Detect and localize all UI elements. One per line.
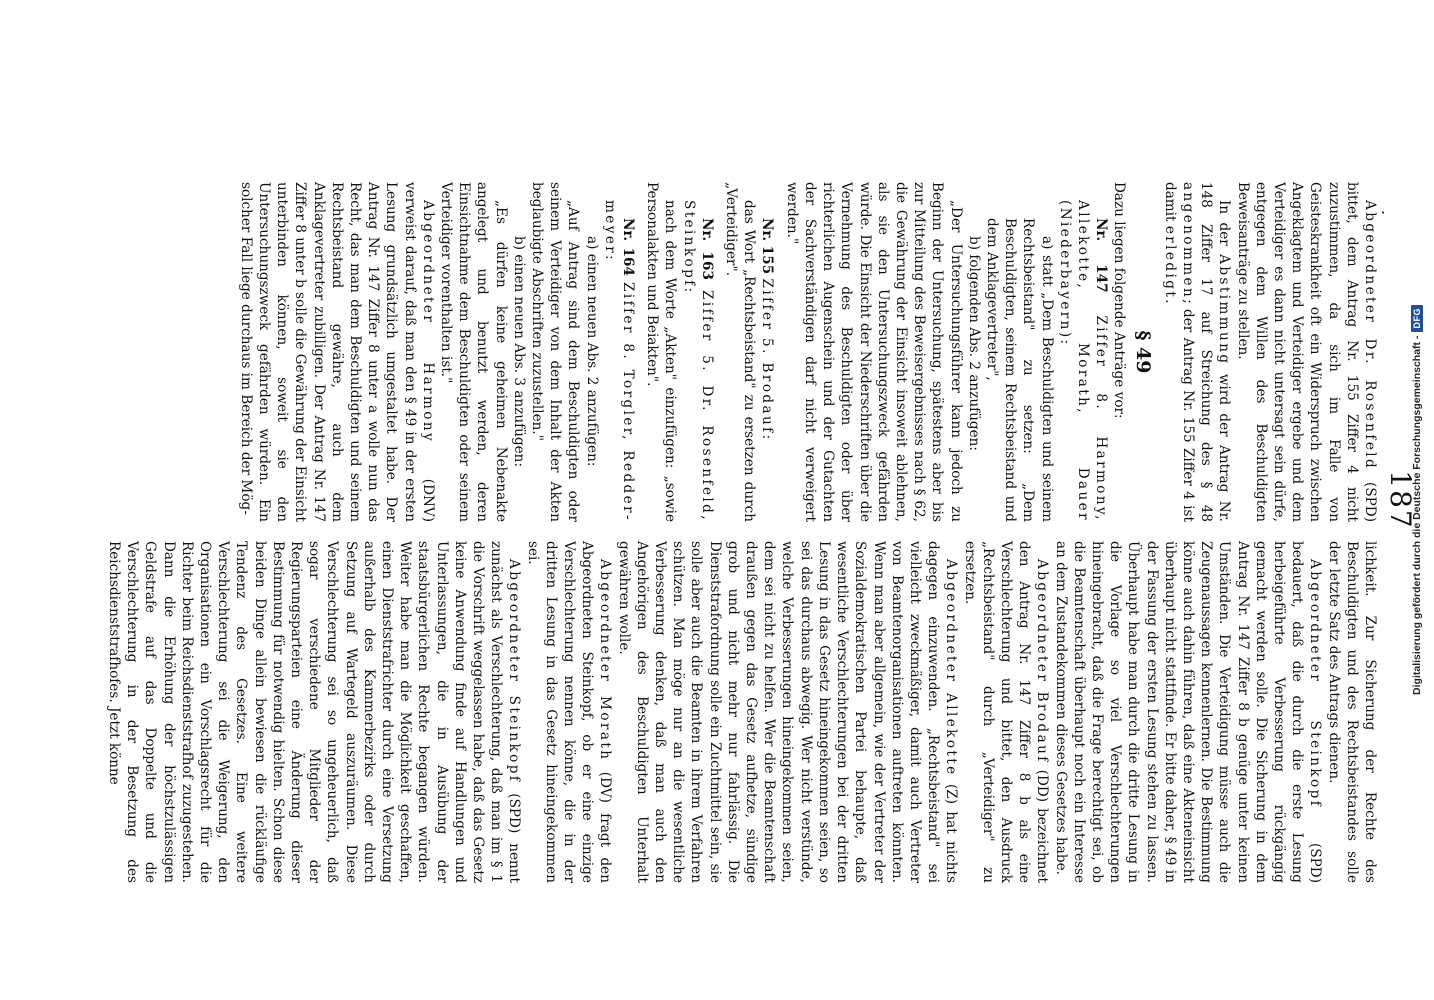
page-mark: . xyxy=(1378,210,1397,216)
motion-163-body: nach dem Worte „Akten" einzufügen: „sowie Personalakten und Beiakten". xyxy=(644,182,679,522)
motion-text: Ziffer 5. Brodauf: xyxy=(759,278,776,442)
dfg-logo: DFG xyxy=(1411,305,1423,332)
emphasis-adopted: angenommen xyxy=(1179,182,1196,300)
paragraph-vote: In der Abstimmung wird der Antrag Nr. 148 Ziffer 17 auf Streichung des § 48 angenommen; der Antrag Nr. 155 Ziffer 4 ist damit erledigt. xyxy=(1161,182,1233,522)
motion-number: Nr. 163 xyxy=(698,218,715,280)
speaker-name: Abgeordneter Allekotte xyxy=(943,559,960,777)
paragraph-text: (Z) hat nichts dagegen einzuwenden. „Rechtsbeistand" sei vielleicht zweckmäßiger, damit auch Vertreter von Beamtenorganisationen auftreten könnten. Wenn man aber allgemein, wie der Vertreter der Sozialdemokratischen Partei behaupte, daß wesentliche Verschlechterungen bei der dritten Lesung in das Gesetz hineingekommen seien, so sei das durchaus abwegig. Wer nicht verstünde, welche Verbesserungen hineingekommen seien, dem sei nicht zu helfen. Wer die Beamtenschaft draußen gegen das Gesetz aufhetze, sündige grob und nicht mehr nur fahrlässig. Die Dienststrafordnung solle ein Zuchtmittel sein, sie solle aber auch die Beamten in ihrem Verfahren schützen. Man möge nur an die wesentliche Verbesserung denken, daß man auch den Angehörigen des Beschuldigten Unterhalt gewähren wolle. xyxy=(615,541,960,883)
speaker-name: Abgeordneter Harmony xyxy=(419,200,436,444)
paragraph-brodauf xyxy=(960,541,1051,883)
motion-164-a: a) einen neuen Abs. 2 anzufügen: xyxy=(583,236,600,467)
paragraph-text: (DD) bezeichnet den Antrag Nr. 147 Ziffer 8 b als eine Verschlechterung und bittet, den Ausdruck „Rechtsbeistand" durch „Verteidiger" zu ersetzen. xyxy=(961,541,1051,883)
motion-147-quote: „Der Untersuchungsführer kann jedoch zu Beginn der Untersuchung, spätestens aber bis zur Mitteilung des Beweisergebnisses nach § 62, die Gewährung der Einsicht insoweit ablehnen, als sie den Untersuchungszweck gefährden würde. Die Einsicht der Niederschriften über die Vernehmung des Beschuldigten oder über richterlichen Augenschein und der Gutachten der Sachverständigen darf nicht verweigert werden." xyxy=(783,182,964,522)
motion-164-b: b) einen neuen Abs. 3 anzufügen: xyxy=(510,236,527,468)
paragraph-allekotte xyxy=(614,541,960,883)
motion-text: Ziffer 8. Torgler, Redder-meyer: xyxy=(601,200,637,522)
motion-number: Nr. 155 xyxy=(759,218,776,275)
paragraph-harmony xyxy=(237,182,437,522)
motions-intro: Dazu liegen folgende Anträge vor: xyxy=(1111,182,1128,419)
page-number: 187 xyxy=(1384,470,1417,530)
section-heading: § 49 xyxy=(1131,330,1154,374)
credit-text: Digitalisierung gefördert durch die Deutsche Forschungsgemeinschaft - xyxy=(1411,335,1423,695)
paragraph-rosenfeld xyxy=(1233,182,1379,522)
emphasis-done: erledigt xyxy=(1161,225,1178,300)
paragraph-morath xyxy=(523,541,614,883)
motion-147-b: b) folgenden Abs. 2 anzufügen: xyxy=(965,236,982,451)
motion-text: Ziffer 5. Dr. Rosenfeld, Steinkopf: xyxy=(680,200,715,522)
motion-text: Ziffer 8. Harmony, Allekotte, Morath, Dauer (Niederbayern): xyxy=(1056,200,1110,523)
text-run: ; der Antrag Nr. 155 Ziffer 4 ist damit xyxy=(1161,182,1196,522)
paragraph-continuation: lichkeit. Zur Sicherung der Rechte des Beschuldigten und des Rechtsbeistandes solle der letzte Satz des Antrags dienen. xyxy=(1325,541,1378,883)
text-run: wird der Antrag Nr. 148 Ziffer 17 auf Streichung des § 48 xyxy=(1198,182,1233,522)
paragraph-steinkopf-1 xyxy=(1051,541,1324,883)
paragraph-steinkopf-2 xyxy=(105,541,524,883)
right-column xyxy=(105,541,1379,883)
motion-164-a-quote: „Auf Antrag sind dem Beschuldigten oder seinem Verteidiger von dem Inhalt der Akten beglaubigte Abschriften zuzustellen." xyxy=(529,182,582,522)
speaker-name: Abgeordneter Dr. Rosenfeld xyxy=(1362,200,1378,471)
motion-number: Nr. 164 xyxy=(620,218,637,276)
speaker-name: Abgeordneter Morath xyxy=(597,559,614,762)
motion-number: Nr. 147 xyxy=(1093,218,1110,293)
paragraph-text: (DV) fragt den Abgeordneten Steinkopf, ob er eine einzige Verschlechterung nennen könne, die in der dritten Lesung in das Gesetz hineingekommen sei. xyxy=(524,541,614,883)
motion-147-a: a) statt „Dem Beschuldigten und seinem Rechtsbeistand" zu setzen: „Dem Beschuldigten, seinem Rechtsbeistand und dem Anklagevertreter", xyxy=(983,218,1055,522)
motion-147 xyxy=(1056,182,1111,522)
motion-155-body: das Wort „Rechtsbeistand" zu ersetzen durch „Verteidiger". xyxy=(723,182,758,522)
motion-164-b-quote: „Es dürfen keine geheimen Nebenakte angelegt und benutzt werden, deren Einsichtnahme dem Beschuldigten oder seinem Verteidiger vorenthalten ist." xyxy=(438,182,509,522)
motion-155 xyxy=(758,182,776,522)
digitization-credit xyxy=(1411,305,1423,695)
rotated-document-page xyxy=(17,90,1417,910)
left-column xyxy=(237,182,1379,522)
emphasis-vote: Abstimmung xyxy=(1216,254,1233,366)
paragraph-text: (SPD) bittet, dem Antrag Nr. 155 Ziffer 4 nicht zuzustimmen, da sich im Falle von Geisteskrankheit oft ein Widerspruch zwischen Angeklagtem und Verteidiger ergebe und dem Verteidiger es dann nicht untersagt sein dürfe, entgegen dem Willen des Beschuldigten Beweisanträge zu stellen. xyxy=(1234,182,1378,522)
motion-163 xyxy=(679,182,715,522)
speaker-name: Abgeordneter Steinkopf xyxy=(506,559,523,784)
paragraph-text: (SPD) nennt zunächst als Verschlechterung, daß man im § 1 die Vorschrift weggelassen habe, daß das Gesetz keine Anwendung finde auf Handlungen und Unterlassungen, die in Ausübung der staatsbürgerlichen Rechte begangen würden. Weiter habe man die Möglichkeit geschaffen, einen Dienststrafrichter durch eine Versetzung außerhalb des Kammerbezirks oder durch Setzung auf Wartegeld auszuräumen. Diese Verschlechterung sei so ungeheuerlich, daß sogar verschiedene Mitglieder der Regierungsparteien eine Änderung dieser Bestimmung für notwendig hielten. Schon diese beiden Dinge allein bewiesen die rückläufige Tendenz des Gesetzes. Eine weitere Verschlechterung sei die Weigerung, den Organisationen ein Vorschlagsrecht für die Richter beim Reichsdienststrafhof zuzugestehen. Dann die Erhöhung der höchstzulässigen Geldstrafe auf das Doppelte und die Verschlechterung in der Besetzung des Reichsdienststrafhofes. Jetzt könne xyxy=(105,541,523,884)
paragraph-text: (SPD) bedauert, daß die durch die erste Lesung herbeigeführte Verbesserung rückgängig gemacht werden solle. Die Sicherung in dem Antrag Nr. 147 Ziffer 8 b genüge unter keinen Umständen. Die Verteidigung müsse auch die Zeugenaussagen kennenlernen. Die Bestimmung könne auch dahin führen, daß eine Akteneinsicht überhaupt nicht stattfinde. Er bitte daher, § 49 in der Fassung der ersten Lesung stehen zu lassen. Überhaupt habe man durch die dritte Lesung in die Vorlage so viel Verschlechterungen hineingebracht, daß die Frage berechtigt sei, ob die Beamtenschaft überhaupt noch ein Interesse an dem Zustandekommen dieses Gesetzes habe. xyxy=(1052,541,1324,884)
speaker-name: Abgeordneter Brodauf xyxy=(1034,559,1051,764)
paragraph-text: (DNV) verweist darauf, daß man den § 49 in der ersten Lesung grundsätzlich umgestaltet habe. Der Antrag Nr. 147 Ziffer 8 unter a wolle nun das Recht, das man dem Beschuldigten und seinem Rechtsbeistand gewähre, auch dem Anklagevertreter zubilligen. Der Antrag Nr. 147 Ziffer 8 unter b solle die Gewährung der Einsicht unterbinden können, soweit sie den Untersuchungszweck gefährden würden. Ein solcher Fall liege durchaus im Bereich der Mög- xyxy=(237,182,436,522)
motion-164 xyxy=(601,182,637,522)
speaker-name: Abgeordneter Steinkopf xyxy=(1307,559,1324,809)
text-run: In der xyxy=(1216,200,1233,246)
